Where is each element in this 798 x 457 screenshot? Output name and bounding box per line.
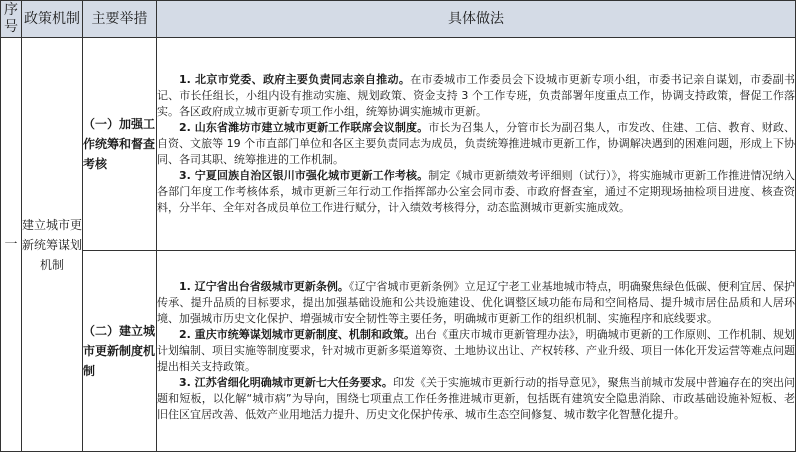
measure-details	[157, 38, 796, 251]
header-seq: 序号	[1, 1, 22, 38]
row-seq: 一	[1, 38, 22, 452]
header-mechanism: 政策机制	[22, 1, 83, 38]
measure-details	[157, 251, 796, 452]
detail-text: 在市委城市工作委员会下设城市更新专项小组，市委书记亲自谋划，市委副书记、市长任组长，小组内设有推动实施、规划政策、资金支持 3 个工作专班，负责部署年度重点工作，协调支持政策，督促工作落实。各区政府成立城市更新专项工作小组，统筹协调实施城市更新。	[157, 73, 795, 118]
measure-title: （二）建立城市更新制度机制	[83, 251, 157, 452]
header-details: 具体做法	[157, 1, 796, 38]
detail-lead: 1. 辽宁省出台省级城市更新条例。	[179, 280, 349, 293]
detail-lead: 3. 宁夏回族自治区银川市强化城市更新工作考核。	[179, 169, 429, 182]
detail-item	[157, 279, 795, 327]
detail-lead: 3. 江苏省细化明确城市更新七大任务要求。	[179, 376, 393, 389]
detail-text: 制定《城市更新绩效考评细则（试行）》，将实施城市更新工作推进情况纳入各部门年度工作考核体系，城市更新三年行动工作指挥部办公室会同市委、市政府督查室，通过不定期现场抽检项目进度、核查资料，分半年、全年对各成员单位工作进行赋分，计入绩效考核得分，动态监测城市更新实施成效。	[157, 169, 795, 214]
detail-item	[157, 327, 795, 375]
detail-item	[157, 120, 795, 168]
detail-item	[157, 168, 795, 216]
detail-item	[157, 375, 795, 423]
detail-item	[157, 72, 795, 120]
detail-text: 市长为召集人，分管市长为副召集人，市发改、住建、工信、教育、财政、自资、文旅等 19 个市直部门单位和各区主要负责同志为成员，负责统筹推进城市更新工作，协调解决遇到的困难问题，形成上下协同、各司其职、统筹推进的工作机制。	[157, 121, 795, 166]
detail-lead: 1. 北京市党委、政府主要负责同志亲自推动。	[179, 73, 411, 86]
detail-text: 出台《重庆市城市更新管理办法》，明确城市更新的工作原则、工作机制、规划计划编制、项目实施等制度要求，针对城市更新多渠道筹资、土地协议出让、产权转移、产业升级、项目一体化开发运营等难点问题提出相关支持政策。	[157, 328, 795, 373]
detail-lead: 2. 山东省潍坊市建立城市更新工作联席会议制度。	[179, 121, 429, 134]
row-mechanism: 建立城市更新统筹谋划机制	[22, 38, 83, 452]
table-row	[1, 38, 796, 251]
detail-text: 印发《关于实施城市更新行动的指导意见》，聚焦当前城市发展中普遍存在的突出问题和短板，以化解“城市病”为导向，围绕七项重点工作任务推进城市更新，包括既有建筑安全隐患消除、市政基础设施补短板、老旧住区宜居改善、低效产业用地活力提升、历史文化保护传承、城市生态空间修复、城市数字化智慧化提升。	[157, 376, 795, 421]
detail-text: 《辽宁省城市更新条例》立足辽宁老工业基地城市特点，明确聚焦绿色低碳、便利宜居、保护传承、提升品质的目标要求，提出加强基础设施和公共设施建设、优化调整区域功能布局和空间格局、提升城市居住品质和人居环境、加强城市历史文化保护、增强城市安全韧性等主要任务，明确城市更新工作的组织机制、实施程序和底线要求。	[157, 280, 795, 325]
table-row	[1, 251, 796, 452]
header-row	[1, 1, 796, 38]
header-measures: 主要举措	[83, 1, 157, 38]
measure-title: （一）加强工作统筹和督查考核	[83, 38, 157, 251]
detail-lead: 2. 重庆市统筹谋划城市更新制度、机制和政策。	[179, 328, 415, 341]
